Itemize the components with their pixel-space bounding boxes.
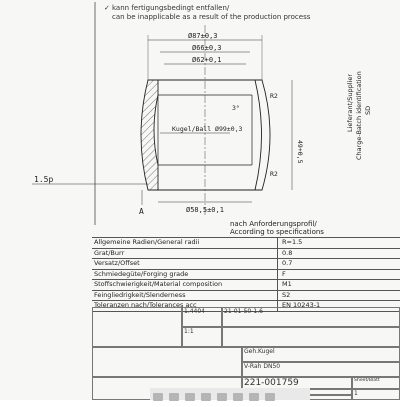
header-note-line1: kann fertigungsbedingt entfallen/	[112, 4, 230, 12]
spec-label: Toleranzen nach/Tolerances acc	[92, 301, 278, 311]
sheet-label: Sheet/Blatt	[352, 377, 400, 389]
code2-cell: 21-01-50-1.6	[222, 307, 400, 327]
viewer-taskbar[interactable]	[150, 388, 310, 400]
radius-bottom: R2	[270, 170, 278, 178]
dim-62: Ø62+0,1	[192, 56, 222, 64]
desc-line1: Geh.Kugel	[242, 347, 400, 362]
spec-label: Feingliedrigkeit/Slenderness	[92, 291, 278, 301]
supplier-label: Lieferant/Supplier	[346, 73, 354, 132]
spec-table	[92, 237, 400, 312]
requirements-note-line2: According to specifications	[230, 228, 324, 236]
desc-line2: V-Rah DN50	[242, 362, 400, 377]
spec-row	[92, 291, 400, 302]
dim-87: Ø87±0,3	[188, 32, 218, 40]
spec-left-label: 1.5p	[34, 175, 54, 184]
requirements-note-line1: nach Anforderungsprofil/	[230, 220, 317, 228]
spec-value: F	[282, 269, 286, 278]
angle-dim: 3°	[232, 104, 240, 112]
scale-cell: 1:1	[182, 327, 222, 347]
spec-label: Schmiedegüte/Forging grade	[92, 270, 278, 280]
radius-top: R2	[270, 92, 278, 100]
spec-row	[92, 270, 400, 281]
spec-value: EN 10243-1	[282, 301, 321, 309]
spec-value: 0.8	[282, 248, 293, 257]
sd-label: SD	[364, 105, 372, 115]
spec-label: Stoffschwierigkeit/Material composition	[92, 280, 278, 290]
spec-row	[92, 280, 400, 291]
spec-value: M1	[282, 280, 292, 288]
datum-a: A	[139, 207, 144, 216]
spec-label: Allgemeine Radien/General radii	[92, 238, 278, 248]
drawing-number: 221-001759	[242, 377, 352, 389]
dim-ball: Kugel/Ball Ø99±0,3	[172, 125, 243, 133]
requirements-note	[230, 220, 324, 236]
left-wall-section	[141, 80, 158, 190]
spec-label: Versatz/Offset	[92, 259, 278, 269]
spec-value: 0.7	[282, 259, 293, 267]
spec-value: S2	[282, 290, 291, 299]
right-wall-outline	[255, 80, 270, 190]
dim-58: Ø58,5±0,1	[186, 206, 224, 214]
spec-row	[92, 259, 400, 270]
dim-66: Ø66±0,3	[192, 44, 222, 52]
height-dim: 49+0,5	[296, 140, 304, 164]
spec-row	[92, 237, 400, 249]
title-block	[92, 307, 400, 400]
header-note-line2: can be inapplicable as a result of the production process	[112, 12, 311, 21]
spec-label: Grat/Burr	[92, 249, 278, 259]
grade-cell	[222, 327, 400, 347]
material-code-cell: 1.4404	[182, 307, 222, 327]
spec-value: R=1.5	[282, 238, 303, 246]
check-mark: ✓	[104, 4, 110, 12]
revision-cell	[92, 307, 182, 347]
spec-row	[92, 249, 400, 260]
charge-label: Charge-Batch identification	[355, 71, 363, 160]
sheet-number: 1	[352, 389, 400, 400]
description-cell	[92, 347, 242, 377]
